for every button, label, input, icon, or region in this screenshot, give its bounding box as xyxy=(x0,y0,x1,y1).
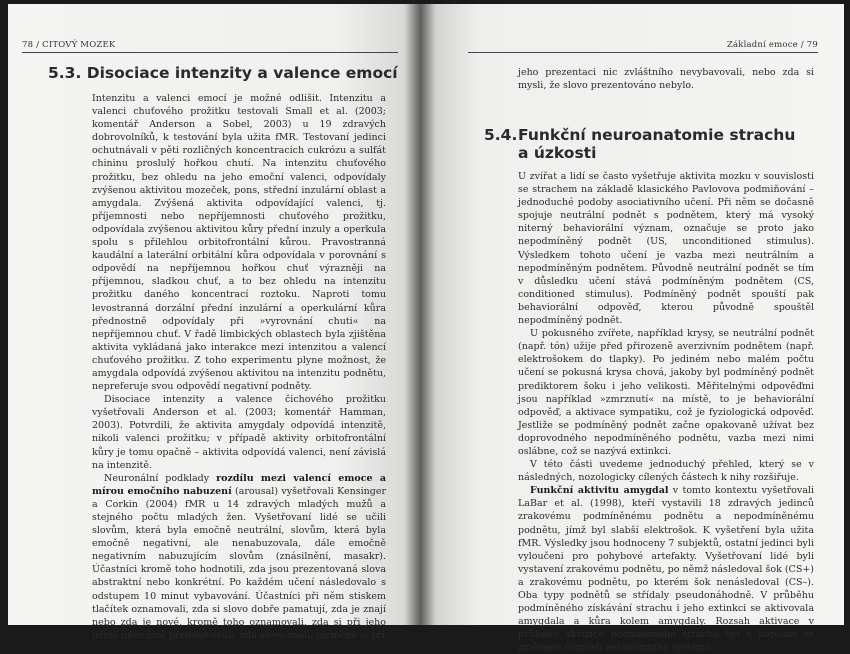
paragraph: Disociace intenzity a valence čichového prožitku vyšetřovali Anderson et al. (2003; komentář Hamman, 2003). Potvrdili, že aktivita amygdaly odpovídá intenzitě, nikoli valenci prožitku; v případě aktivity orbitofrontální kůry je tomu opačně – aktivita odpovídá valenci, není závislá na intenzitě. xyxy=(92,394,386,471)
paragraph: jeho prezentaci nic zvláštního nevybavovali, nebo zda si mysli, že slovo prezentováno nebylo. xyxy=(518,67,814,92)
paragraph xyxy=(518,484,814,654)
header-rule xyxy=(468,52,818,53)
section-title-line: Funkční neuroanatomie strachu xyxy=(518,126,796,144)
header-rule xyxy=(22,52,398,53)
paragraph: V této části uvedeme jednoduchý přehled, který se v následných, nozologicky cílených částech k nihy rozšiřuje. xyxy=(518,459,814,484)
running-head-right: Základní emoce / 79 xyxy=(726,40,818,50)
paragraph xyxy=(92,472,386,642)
body-text-left xyxy=(92,92,386,642)
paragraph: U zvířat a lidí se často vyšetřuje aktivita mozku v souvislosti se strachem na základě klasického Pavlovova podmiňování – jednoduché podoby asociativního učení. Při něm se dočasně spojuje neutrální podnět s podnětem, který má vysoký niterný behaviorální význam, označuje se proto jako nepodmíněný podnět (US, unconditioned stimulus). Výsledkem tohoto učení je vazba mezi neutrálním a nepodmíněným podnětem. Původně neutrální podnět se tím v důsledku učení stává podmíněným podnětem (CS, conditioned stimulus). Podmíněný podnět spouští pak behaviorální odpověď, kterou původně spouštěl nepodmíněný podnět. xyxy=(518,171,814,327)
bold-phrase: Funkční aktivitu amygdal xyxy=(530,485,669,497)
running-head-left: 78 / CITOVÝ MOZEK xyxy=(22,40,116,50)
paragraph: U pokusného zvířete, například krysy, se neutrální podnět (např. tón) užije před přirozeně averzivním podnětem (např. elektrošokem do tlapky). Po jediném nebo malém počtu učení se pokusná krysa chová, jakoby byl podmíněný podnět prediktorem šoku i jeho velikosti. Měřitelnými odpověďmi jsou například »zmrznutí« na místě, to je behaviorální odpověď, a aktivace sympatiku, což je fyziologická odpověď. Jestliže se podmíněný podnět začne opakovaně užívat bez doprovodného nepodmíněného podnětu, vazba mezi nimi oslábne, což se nazývá extinkci. xyxy=(518,328,814,457)
paragraph-rest: (arousal) vyšetřovali Kensinger a Corkin (2004) fMR u 14 zdravých mladých mužů a stejného počtu mladých žen. Vyšetřovaní lidé se učili slovům, která byla emočně neutrální, slovům, která byla emočně negativní, ale nenabuzovala, dále emočně negativním nabuzujícím slovům (znásilnění, masakr). Účastníci kromě toho hodnotili, zda jsou prezentovaná slova abstraktní nebo konkrétní. Po každém učení následovalo s odstupem 10 minut vybavování. Účastníci při něm stiskem tlačítek oznamovali, zda si slovo dobře pamatují, zda je znají nebo zda je nové, kromě toho oznamovali, zda si při jeho učení něco živě představovali, zda slovo znali, nicméně si při xyxy=(92,485,386,641)
section-number: 5.4. xyxy=(484,126,518,144)
paragraph: Intenzitu a valenci emocí je možné odlišit. Intenzitu a valenci chuťového prožitku testovali Small et al. (2003; komentář Anderson a Sobel, 2003) u 19 zdravých dobrovolníků, k testování byla užita fMR. Testovaní jedinci ochutnávali v pěti rozličných koncentracích cukrózu a sulfát chininu proslulý hořkou chutí. Na intenzitu chuťového prožitku, bez ohledu na jeho emoční valenci, odpovídaly zvýšenou aktivitou mozeček, pons, střední inzulární oblast a amygdala. Zvýšená aktivita odpovídající valenci, tj. příjemnosti nebo nepříjemnosti chuťového prožitku, odpovídala zvýšenou aktivitou kůry přední inzuly a operkula spolu s přilehlou orbitofrontální kůrou. Pravostranná kaudální a laterální orbitální kůra odpovídala v porovnání s odpovědí na nepříjemnou hořkou chuť výrazněji na příjemnou, sladkou chuť, a to bez ohledu na intenzitu prožitku daného koncentrací roztoku. Naproti tomu levostranná dorzální přední inzulární a operkulární kůra přednostně odpovídaly při »vyrovnání chuti« na nepříjemnou chuť. V řadě limbických oblastech byla zjištěna aktivita vykládaná jako interakce mezi intenzitou a valencí chuťového prožitku. Z toho experimentu plyne možnost, že amygdala odpovídá zvýšenou aktivitou na intenzitu podnětu, nepreferuje svou odpovědí negativní podněty. xyxy=(92,93,386,393)
section-title-5-4 xyxy=(484,126,795,162)
bold-phrase: rozdílu mezi valencí emoce a mírou emočního nabuzení xyxy=(92,472,386,497)
left-page xyxy=(8,4,420,641)
body-text-right-continued xyxy=(518,66,814,92)
book-spread xyxy=(8,4,844,654)
section-title-line: a úzkosti xyxy=(518,144,597,162)
paragraph-lead: Neuronální podklady xyxy=(104,472,217,484)
right-page xyxy=(420,4,844,654)
body-text-right xyxy=(518,170,814,654)
paragraph-rest: v tomto kontextu vyšetřovali LaBar et al. (1998), kteří vystavili 18 zdravých jedinců zrakovému podmíněnému podnětu a nepodmíněnému podnětu, jímž byl slabší elektrošok. K vyšetření byla užita fMR. Výsledky jsou hodnoceny 7 subjektů, ostatní jedinci byli vyloučeni pro pohybové artefakty. Vyšetřovaní lidé byli vystavení zrakovému podnětu, po němž následoval šok (CS+) a zrakovému podnětu, po kterém šok nenásledoval (CS–). Oba typy podnětů se střídaly pseudonáhodně. V průběhu podmíněného získávání strachu i jeho extinkci se aktivovala amygdala a kůra kolem amygdaly. Rozsah aktivace v průběhu akvizice podmíněného strachu byl v korelaci se změnami činnosti autonomního systému. xyxy=(518,485,815,654)
section-title-5-3: 5.3. Disociace intenzity a valence emocí xyxy=(48,64,398,82)
